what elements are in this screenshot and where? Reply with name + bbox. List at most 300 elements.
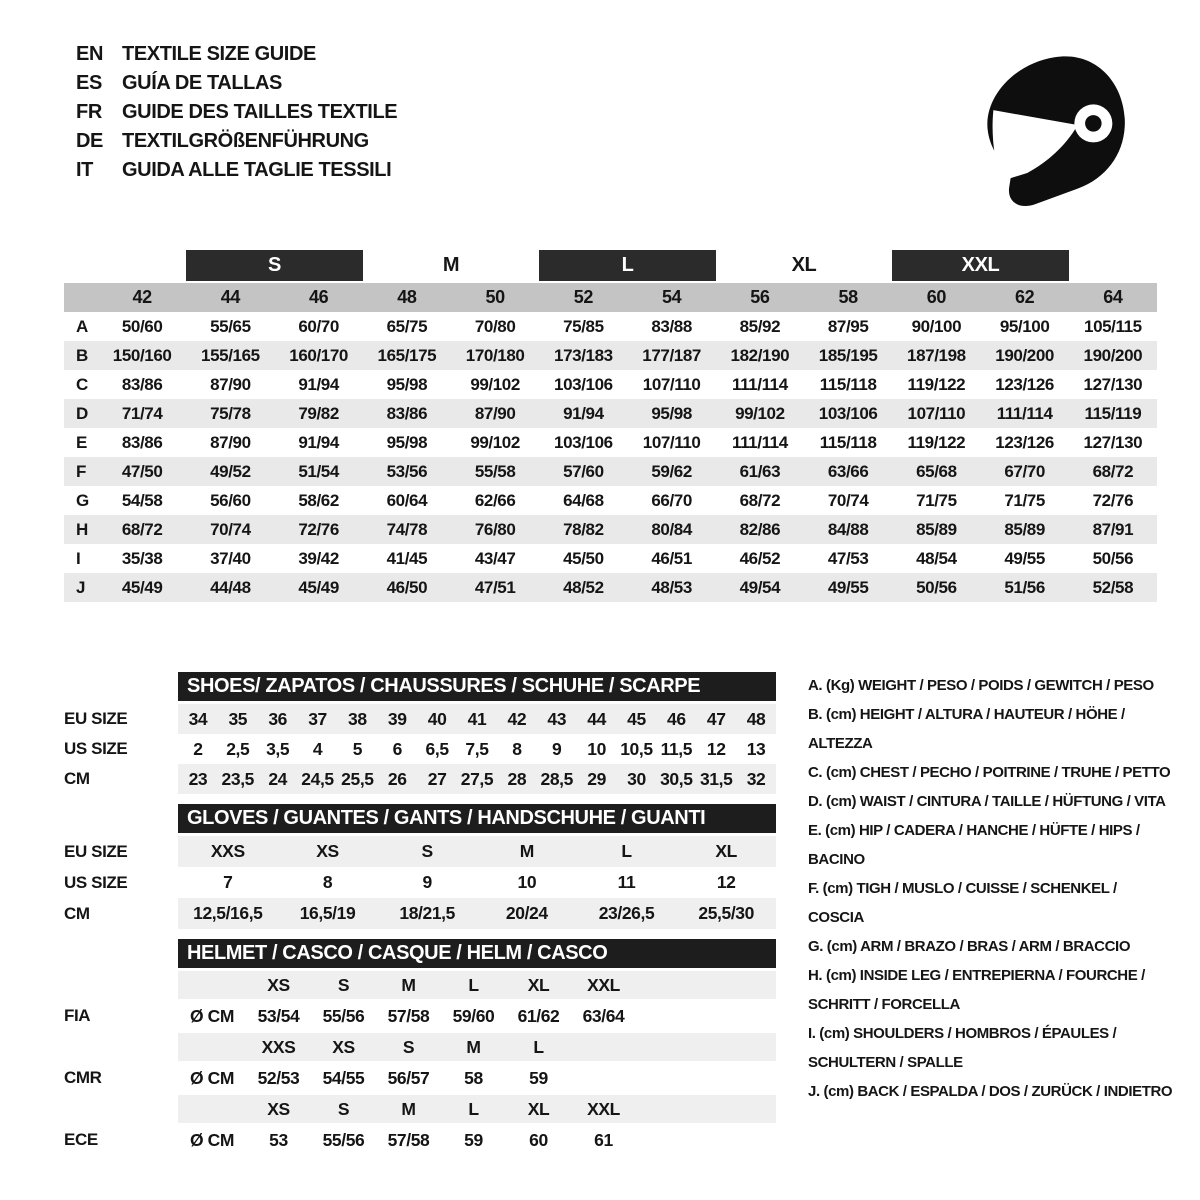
table-cell: 31,5 xyxy=(699,768,733,789)
table-cell: 59 xyxy=(529,1067,548,1088)
table-cell: 70/74 xyxy=(827,490,869,510)
table-cell: 66/70 xyxy=(651,490,692,510)
language-code: IT xyxy=(76,159,93,181)
row-values xyxy=(178,764,776,794)
guide-title: GUIDE DES TAILLES TEXTILE xyxy=(122,101,398,123)
table-row-J xyxy=(64,573,1157,602)
table-cell: 83/86 xyxy=(121,374,163,394)
table-cell: 11,5 xyxy=(660,738,693,759)
table-cell: 53/56 xyxy=(386,461,428,481)
table-cell: 10,5 xyxy=(620,738,653,759)
table-cell: 90/100 xyxy=(911,316,962,336)
table-cell: 30,5 xyxy=(660,768,693,789)
table-cell: 32 xyxy=(746,768,766,789)
helmet-rows xyxy=(64,971,776,1157)
size-header-cell: XXL xyxy=(587,1098,620,1119)
table-cell: 190/200 xyxy=(1083,345,1143,365)
size-header-cell: XS xyxy=(332,1036,355,1057)
table-cell: 155/165 xyxy=(201,345,260,365)
table-cell: 79/82 xyxy=(298,403,339,423)
table-cell: 48/53 xyxy=(651,577,692,597)
table-cell: 51/54 xyxy=(298,461,339,481)
language-code: DE xyxy=(76,130,103,152)
guide-title: GUÍA DE TALLAS xyxy=(122,72,282,94)
table-cell: 47/53 xyxy=(827,548,869,568)
table-cell: 70/74 xyxy=(210,519,251,539)
main-size-table xyxy=(64,250,1157,602)
size-group-l: L xyxy=(539,250,716,281)
row-values xyxy=(178,999,776,1033)
table-cell: XL xyxy=(715,841,737,861)
language-row xyxy=(76,156,397,185)
table-cell: 107/110 xyxy=(907,403,966,423)
guide-title: TEXTILGRÖßENFÜHRUNG xyxy=(122,130,369,152)
table-cell: 44/48 xyxy=(210,577,251,597)
table-row-eu-size xyxy=(64,704,776,734)
size-col-header: 54 xyxy=(662,287,682,307)
table-cell: 49/54 xyxy=(739,577,781,597)
table-cell: 51/56 xyxy=(1004,577,1045,597)
table-cell: 85/89 xyxy=(1004,519,1045,539)
table-cell: 187/198 xyxy=(907,345,966,365)
table-cell: 119/122 xyxy=(907,432,966,452)
table-cell: 75/78 xyxy=(210,403,251,423)
row-letter-label: E xyxy=(76,432,87,452)
size-col-header: 42 xyxy=(132,287,152,307)
table-cell: 12 xyxy=(716,872,736,892)
table-cell: 99/102 xyxy=(735,403,785,423)
size-header-cell: XS xyxy=(267,1098,290,1119)
table-cell: 2 xyxy=(193,738,203,759)
table-cell: 58 xyxy=(464,1067,483,1088)
table-cell: 49/52 xyxy=(210,461,251,481)
table-cell: 18/21,5 xyxy=(399,903,455,923)
table-cell: 127/130 xyxy=(1083,374,1143,394)
table-cell: 5 xyxy=(352,738,363,759)
table-cell: 70/80 xyxy=(474,316,516,336)
size-header-cell: XXS xyxy=(261,1036,296,1057)
table-cell: 87/91 xyxy=(1092,519,1134,539)
table-cell: 55/56 xyxy=(322,1129,365,1150)
table-cell: 165/175 xyxy=(377,345,437,365)
table-cell: 27 xyxy=(427,768,447,789)
language-code: ES xyxy=(76,72,102,94)
row-values xyxy=(178,867,776,898)
helmet-size-row-cmr xyxy=(64,1033,776,1061)
helmet-icon xyxy=(962,34,1152,226)
row-letter-label: G xyxy=(76,490,89,510)
row-letter-label: C xyxy=(76,374,88,394)
table-cell: 35 xyxy=(228,708,248,729)
table-cell: 182/190 xyxy=(730,345,790,365)
size-header-cell: M xyxy=(401,1098,416,1119)
table-cell: 59/62 xyxy=(651,461,692,481)
unit-label: Ø CM xyxy=(189,1005,235,1026)
table-cell: M xyxy=(519,841,534,861)
table-cell: 82/86 xyxy=(739,519,781,539)
table-cell: 3,5 xyxy=(266,738,290,759)
table-cell: XXS xyxy=(210,841,245,861)
table-cell: 173/183 xyxy=(554,345,613,365)
legend-item: D. (cm) WAIST / CINTURA / TAILLE / HÜFTUNG / VITA xyxy=(808,793,1166,810)
size-header-cell: S xyxy=(337,974,350,995)
table-cell: 56/57 xyxy=(387,1067,430,1088)
table-cell: 37/40 xyxy=(210,548,251,568)
table-cell: 45/49 xyxy=(298,577,339,597)
table-cell: 99/102 xyxy=(470,432,520,452)
table-cell: 123/126 xyxy=(995,432,1054,452)
guide-title: GUIDA ALLE TAGLIE TESSILI xyxy=(122,159,392,181)
row-letter-label: J xyxy=(76,577,86,597)
shoes-table-title: SHOES/ ZAPATOS / CHAUSSURES / SCHUHE / SCARPE xyxy=(178,672,776,701)
row-values xyxy=(178,836,776,867)
table-cell: 36 xyxy=(268,708,287,729)
table-cell: 59/60 xyxy=(452,1005,495,1026)
row-values xyxy=(178,1033,776,1061)
legend-item: A. (Kg) WEIGHT / PESO / POIDS / GEWITCH / PESO xyxy=(808,677,1154,694)
table-cell: 95/98 xyxy=(386,374,428,394)
table-cell: 95/98 xyxy=(651,403,692,423)
table-cell: 84/88 xyxy=(827,519,869,539)
size-header-cell: L xyxy=(533,1036,544,1057)
row-label xyxy=(64,971,178,999)
gloves-table-title: GLOVES / GUANTES / GANTS / HANDSCHUHE / GUANTI xyxy=(178,804,776,833)
table-cell: 28,5 xyxy=(540,768,573,789)
table-cell: 123/126 xyxy=(995,374,1054,394)
legend-item: G. (cm) ARM / BRAZO / BRAS / ARM / BRACCIO xyxy=(808,938,1131,955)
table-cell: 103/106 xyxy=(818,403,878,423)
size-header-cell: M xyxy=(466,1036,481,1057)
table-cell: 103/106 xyxy=(554,374,613,394)
table-cell: 107/110 xyxy=(642,374,701,394)
table-cell: 46 xyxy=(666,708,686,729)
table-cell: 78/82 xyxy=(563,519,604,539)
shoes-rows xyxy=(64,704,776,794)
table-cell: 68/72 xyxy=(1092,461,1134,481)
table-cell: 34 xyxy=(188,708,208,729)
table-cell: 50/60 xyxy=(121,316,163,336)
table-cell: 23,5 xyxy=(221,768,255,789)
table-cell: 65/75 xyxy=(386,316,428,336)
language-row xyxy=(76,98,397,127)
table-cell: 61/63 xyxy=(739,461,781,481)
table-cell: 46/50 xyxy=(386,577,428,597)
table-cell: 87/95 xyxy=(827,316,869,336)
size-header-cell: XS xyxy=(267,974,290,995)
size-group-xxl: XXL xyxy=(892,250,1069,281)
table-row-I xyxy=(64,544,1157,573)
table-cell: 24 xyxy=(268,768,287,789)
table-cell: 83/88 xyxy=(651,316,692,336)
table-cell: 12,5/16,5 xyxy=(193,903,263,923)
table-cell: 53 xyxy=(269,1129,288,1150)
table-cell: 39/42 xyxy=(298,548,339,568)
row-letter-label: I xyxy=(76,548,81,568)
table-cell: 67/70 xyxy=(1004,461,1045,481)
helmet-table xyxy=(64,939,776,1157)
table-cell: 4 xyxy=(312,738,323,759)
table-cell: 91/94 xyxy=(563,403,604,423)
table-cell: 111/114 xyxy=(996,403,1053,423)
gloves-rows xyxy=(64,836,776,929)
size-header-cell: L xyxy=(468,974,479,995)
table-cell: 53/54 xyxy=(257,1005,300,1026)
table-cell: 39 xyxy=(387,708,407,729)
table-cell: 37 xyxy=(308,708,327,729)
legend-item: B. (cm) HEIGHT / ALTURA / HAUTEUR / HÖHE / ALTEZZA xyxy=(808,706,1125,752)
size-group-s: S xyxy=(186,250,363,281)
table-cell: 57/60 xyxy=(563,461,604,481)
guide-title: TEXTILE SIZE GUIDE xyxy=(122,43,316,65)
table-cell: 63/66 xyxy=(827,461,869,481)
table-cell: 61 xyxy=(594,1129,613,1150)
table-cell: 54/55 xyxy=(322,1067,365,1088)
table-row-F xyxy=(64,457,1157,486)
size-col-header: 60 xyxy=(926,287,946,307)
table-cell: 23/26,5 xyxy=(598,903,655,923)
size-col-header: 44 xyxy=(220,287,240,307)
table-cell: 38 xyxy=(348,708,367,729)
table-cell: 115/119 xyxy=(1084,403,1142,423)
table-cell: 10 xyxy=(517,872,537,892)
table-cell: 48 xyxy=(746,708,766,729)
helmet-size-row-ece xyxy=(64,1095,776,1123)
row-label: EU SIZE xyxy=(64,709,128,728)
table-cell: 47/51 xyxy=(474,577,516,597)
table-cell: 91/94 xyxy=(298,432,339,452)
table-row-us-size xyxy=(64,867,776,898)
row-letter-label: H xyxy=(76,519,88,539)
table-cell: 13 xyxy=(746,738,766,759)
language-row xyxy=(76,40,397,69)
legend-item: F. (cm) TIGH / MUSLO / CUISSE / SCHENKEL / COSCIA xyxy=(808,880,1117,926)
table-cell: XS xyxy=(316,841,339,861)
table-cell: 105/115 xyxy=(1084,316,1142,336)
table-row-cm xyxy=(64,898,776,929)
table-cell: 72/76 xyxy=(298,519,339,539)
row-values xyxy=(178,898,776,929)
table-cell: 68/72 xyxy=(739,490,781,510)
numeric-sizes-row xyxy=(64,283,1157,312)
table-cell: 58/62 xyxy=(298,490,339,510)
table-cell: 20/24 xyxy=(505,903,548,923)
row-values xyxy=(178,734,776,764)
table-cell: 150/160 xyxy=(112,345,172,365)
table-cell: 177/187 xyxy=(642,345,701,365)
table-cell: 64/68 xyxy=(563,490,604,510)
table-cell: 83/86 xyxy=(121,432,163,452)
table-cell: 71/75 xyxy=(1004,490,1045,510)
language-title-list xyxy=(76,40,397,185)
size-col-header: 58 xyxy=(838,287,858,307)
row-values xyxy=(178,1123,776,1157)
language-code: FR xyxy=(76,101,102,123)
table-cell: 119/122 xyxy=(907,374,966,394)
table-cell: 41 xyxy=(467,708,487,729)
table-cell: 41/45 xyxy=(386,548,428,568)
table-cell: L xyxy=(621,841,632,861)
table-cell: 11 xyxy=(617,872,636,892)
size-col-header: 56 xyxy=(750,287,770,307)
row-label: EU SIZE xyxy=(64,841,128,861)
table-row-H xyxy=(64,515,1157,544)
table-cell: 55/56 xyxy=(322,1005,365,1026)
table-cell: 56/60 xyxy=(210,490,251,510)
table-cell: 71/75 xyxy=(916,490,957,510)
language-code: EN xyxy=(76,43,103,65)
table-cell: 59 xyxy=(464,1129,483,1150)
table-cell: 9 xyxy=(422,872,432,892)
legend-item: J. (cm) BACK / ESPALDA / DOS / ZURÜCK / INDIETRO xyxy=(808,1083,1173,1100)
table-cell: 44 xyxy=(587,708,606,729)
table-row-D xyxy=(64,399,1157,428)
table-cell: 99/102 xyxy=(470,374,520,394)
table-cell: 47 xyxy=(706,708,726,729)
size-col-header: 46 xyxy=(309,287,329,307)
table-cell: 76/80 xyxy=(474,519,516,539)
table-cell: 95/100 xyxy=(999,316,1050,336)
table-cell: 60/70 xyxy=(298,316,339,336)
table-cell: 115/118 xyxy=(819,374,877,394)
table-cell: 87/90 xyxy=(210,432,251,452)
table-cell: 55/58 xyxy=(474,461,516,481)
table-cell: 127/130 xyxy=(1083,432,1143,452)
row-letter-label: A xyxy=(76,316,88,336)
row-letter-label: F xyxy=(76,461,86,481)
table-cell: 103/106 xyxy=(554,432,613,452)
table-cell: 85/92 xyxy=(739,316,781,336)
language-row xyxy=(76,127,397,156)
table-cell: 63/64 xyxy=(582,1005,625,1026)
table-cell: 35/38 xyxy=(121,548,163,568)
size-col-header: 64 xyxy=(1103,287,1123,307)
table-cell: 47/50 xyxy=(121,461,163,481)
size-col-header: 62 xyxy=(1015,287,1035,307)
helmet-value-row-fia xyxy=(64,999,776,1033)
table-cell: 60/64 xyxy=(386,490,428,510)
legend-item: H. (cm) INSIDE LEG / ENTREPIERNA / FOURCHE / SCHRITT / FORCELLA xyxy=(808,967,1145,1013)
shoes-table xyxy=(64,672,776,794)
table-cell: 111/114 xyxy=(731,432,788,452)
standard-label: CMR xyxy=(64,1068,102,1087)
size-group-xl: XL xyxy=(791,254,817,276)
table-cell: 65/68 xyxy=(916,461,957,481)
table-cell: 190/200 xyxy=(995,345,1054,365)
standard-label: FIA xyxy=(64,1006,91,1025)
table-row-B xyxy=(64,341,1157,370)
table-cell: 87/90 xyxy=(474,403,516,423)
table-row-cm xyxy=(64,764,776,794)
size-col-header: 48 xyxy=(397,287,417,307)
table-cell: 49/55 xyxy=(1004,548,1045,568)
table-cell: 115/118 xyxy=(819,432,877,452)
measurement-legend xyxy=(808,671,1174,1106)
legend-item: E. (cm) HIP / CADERA / HANCHE / HÜFTE / HIPS / BACINO xyxy=(808,822,1140,868)
table-cell: 50/56 xyxy=(916,577,957,597)
table-cell: 55/65 xyxy=(210,316,251,336)
legend-item: C. (cm) CHEST / PECHO / POITRINE / TRUHE / PETTO xyxy=(808,764,1171,781)
table-cell: 185/195 xyxy=(818,345,878,365)
table-cell: 45 xyxy=(627,708,646,729)
table-cell: 12 xyxy=(706,738,726,759)
legend-item: I. (cm) SHOULDERS / HOMBROS / ÉPAULES / SCHULTERN / SPALLE xyxy=(808,1025,1117,1071)
table-cell: 48/52 xyxy=(563,577,604,597)
table-row-eu-size xyxy=(64,836,776,867)
table-cell: 8 xyxy=(322,872,333,892)
measurement-rows xyxy=(64,312,1157,602)
row-label xyxy=(64,1095,178,1123)
table-cell: 95/98 xyxy=(386,432,428,452)
row-label: CM xyxy=(64,769,90,788)
table-cell: 160/170 xyxy=(289,345,348,365)
table-row-E xyxy=(64,428,1157,457)
table-cell: S xyxy=(421,841,433,861)
row-label xyxy=(64,1033,178,1061)
table-cell: 91/94 xyxy=(298,374,339,394)
table-cell: 68/72 xyxy=(121,519,163,539)
size-col-header: 52 xyxy=(573,287,593,307)
table-cell: 72/76 xyxy=(1092,490,1134,510)
table-cell: 85/89 xyxy=(916,519,957,539)
row-values xyxy=(178,971,776,999)
size-header-cell: M xyxy=(401,974,416,995)
row-values xyxy=(178,1095,776,1123)
unit-label: Ø CM xyxy=(189,1067,235,1088)
table-cell: 40 xyxy=(427,708,447,729)
row-letter-label: D xyxy=(76,403,88,423)
table-cell: 49/55 xyxy=(827,577,869,597)
table-cell: 24,5 xyxy=(301,768,334,789)
table-cell: 48/54 xyxy=(916,548,957,568)
table-cell: 71/74 xyxy=(121,403,163,423)
table-cell: 60 xyxy=(529,1129,548,1150)
table-row-G xyxy=(64,486,1157,515)
size-group-header-row xyxy=(64,250,1157,281)
table-cell: 6,5 xyxy=(425,738,449,759)
table-cell: 61/62 xyxy=(517,1005,560,1026)
size-header-cell: XXL xyxy=(587,974,620,995)
table-cell: 46/52 xyxy=(739,548,781,568)
table-cell: 2,5 xyxy=(226,738,250,759)
size-header-cell: XL xyxy=(527,974,550,995)
size-header-cell: L xyxy=(468,1098,479,1119)
helmet-value-row-cmr xyxy=(64,1061,776,1095)
table-cell: 29 xyxy=(587,768,606,789)
table-cell: 57/58 xyxy=(387,1129,430,1150)
row-label: CM xyxy=(64,903,90,923)
size-header-cell: XL xyxy=(527,1098,550,1119)
row-label: US SIZE xyxy=(64,872,128,892)
table-row-us-size xyxy=(64,734,776,764)
gloves-table xyxy=(64,804,776,929)
table-cell: 27,5 xyxy=(460,768,494,789)
table-cell: 75/85 xyxy=(563,316,604,336)
standard-label: ECE xyxy=(64,1130,98,1149)
table-cell: 28 xyxy=(507,768,527,789)
table-cell: 52/58 xyxy=(1092,577,1134,597)
unit-label: Ø CM xyxy=(189,1129,235,1150)
table-cell: 7 xyxy=(223,872,233,892)
language-row xyxy=(76,69,397,98)
table-cell: 43 xyxy=(547,708,567,729)
table-cell: 50/56 xyxy=(1092,548,1134,568)
table-cell: 74/78 xyxy=(386,519,428,539)
table-cell: 25,5/30 xyxy=(698,903,754,923)
table-cell: 23 xyxy=(188,768,208,789)
table-cell: 8 xyxy=(512,738,522,759)
table-cell: 9 xyxy=(552,738,562,759)
table-row-C xyxy=(64,370,1157,399)
